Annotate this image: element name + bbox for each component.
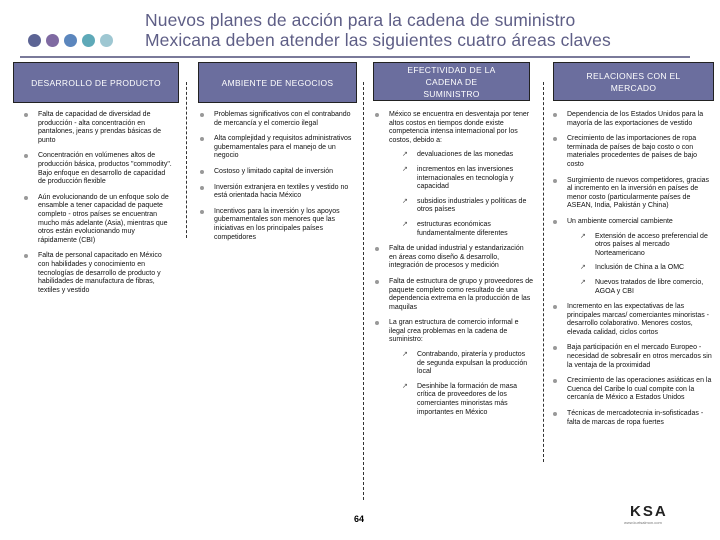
bullet-text: Falta de capacidad de diversidad de producción - alta concentración en pantalones, jeans y prendas básicas de punto (38, 111, 161, 144)
bullet-item (200, 111, 355, 128)
bullet-icon (200, 137, 204, 141)
sub-item (389, 151, 533, 160)
dot-icon (28, 34, 41, 47)
sub-item (389, 351, 533, 377)
bullet-item (24, 194, 174, 246)
dot-icon (100, 34, 113, 47)
bullet-item (553, 377, 713, 403)
column-divider (543, 82, 544, 462)
bullet-text: Crecimiento de las importaciones de ropa terminada de países de bajo costo o con materiales procedentes de países de bajo costo (567, 135, 697, 168)
sub-item-text: Inclusión de China a la OMC (595, 264, 685, 272)
bullet-text: Falta de estructura de grupo y proveedores de paquete completo como resultado de una dependencia extrema en la producción de las maquilas (389, 277, 533, 311)
bullet-item (375, 278, 533, 312)
bullet-text: Falta de unidad industrial y estandarización en áreas como diseño & desarrollo, integración de procesos y medición (389, 245, 524, 270)
bullet-text: México se encuentra en desventaja por tener altos costos en tiempos donde existe competencia intensa internacional por los costos, debido a: (389, 111, 530, 144)
sub-item (389, 198, 533, 215)
bullet-item (375, 111, 533, 238)
bullet-icon (24, 254, 28, 258)
bullet-item (24, 252, 174, 295)
column-relaciones (553, 111, 713, 434)
column-desarrollo (24, 111, 174, 302)
bullet-icon (553, 412, 557, 416)
bullet-icon (24, 196, 28, 200)
column-efectividad (375, 111, 533, 424)
bullet-item (553, 303, 713, 337)
arrow-icon: ↗ (580, 264, 586, 272)
bullet-item (24, 152, 174, 186)
bullet-text: Incentivos para la inversión y los apoyos gubernamentales son menores que las iniciativas en los principales países competidores (214, 207, 340, 241)
bullet-text: Surgimiento de nuevos competidores, gracias al incremento en la inversión en países de menor costo (particularmente países de ASEAN, India, Pakistán y China) (567, 176, 710, 210)
bullet-item (553, 218, 713, 296)
title-divider (20, 56, 690, 58)
bullet-text: Dependencia de los Estados Unidos para la mayoría de las exportaciones de vestido (567, 111, 704, 127)
decorative-dots (28, 34, 113, 47)
bullet-icon (24, 154, 28, 158)
bullet-icon (375, 280, 379, 284)
arrow-icon: ↗ (580, 278, 586, 286)
header-relaciones (553, 62, 714, 101)
bullet-item (200, 135, 355, 161)
sub-item (389, 166, 533, 192)
bullet-item (375, 319, 533, 417)
bullet-item (200, 168, 355, 177)
header-label: EFECTIVIDAD DE LA CADENA DE SUMINISTRO (407, 64, 496, 99)
sub-item (389, 221, 533, 238)
sub-item-text: Contrabando, piratería y productos de segunda expulsan la producción local (417, 351, 528, 376)
bullet-text: La gran estructura de comercio informal e ilegal crea problemas en la cadena de suministro: (389, 319, 519, 344)
bullet-text: Falta de personal capacitado en México con habilidades y conocimiento en tecnologías de desarrollo de producto y habilidades de manufactura de fibras, textiles y vestido (38, 252, 162, 294)
header-label: RELACIONES CON EL MERCADO (586, 70, 681, 93)
bullet-icon (200, 113, 204, 117)
bullet-text: Concentración en volúmenes altos de producción básica, productos "commodity". Bajo enfoque en desarrollo de capacidad de producción flexible (38, 152, 172, 186)
arrow-icon: ↗ (402, 382, 408, 390)
bullet-icon (553, 305, 557, 309)
sub-item-text: Extensión de acceso preferencial de otros países al mercado Norteamericano (595, 232, 708, 257)
bullet-text: Técnicas de mercadotecnia in-sofisticadas - falta de marcas de ropa fuertes (567, 410, 704, 426)
bullet-icon (553, 220, 557, 224)
column-divider (186, 82, 187, 238)
sub-item-text: estructuras económicas fundamentalmente diferentes (417, 220, 508, 237)
bullet-icon (24, 113, 28, 117)
header-desarrollo (13, 62, 179, 103)
header-label: DESARROLLO DE PRODUCTO (31, 77, 161, 88)
bullet-icon (553, 346, 557, 350)
arrow-icon: ↗ (402, 220, 408, 228)
bullet-icon (553, 137, 557, 141)
dot-icon (82, 34, 95, 47)
column-ambiente (200, 111, 355, 249)
bullet-icon (200, 186, 204, 190)
bullet-item (200, 208, 355, 242)
arrow-icon: ↗ (402, 165, 408, 173)
sub-item (567, 279, 713, 296)
arrow-icon: ↗ (402, 351, 408, 359)
bullet-icon (375, 113, 379, 117)
bullet-item (553, 177, 713, 211)
page-title (145, 10, 611, 50)
bullet-item (375, 245, 533, 271)
header-label: AMBIENTE DE NEGOCIOS (221, 77, 334, 88)
bullet-text: Costoso y limitado capital de inversión (214, 167, 334, 175)
bullet-item (553, 111, 713, 128)
dot-icon (46, 34, 59, 47)
sub-item (389, 383, 533, 417)
sub-item-text: Desinhibe la formación de masa crítica de proveedores de los comerciantes minoristas más importantes en México (417, 382, 517, 416)
bullet-icon (553, 379, 557, 383)
bullet-icon (200, 210, 204, 214)
sub-item-text: Nuevos tratados de libre comercio, AGOA y CBI (595, 278, 704, 295)
bullet-text: Un ambiente comercial cambiente (567, 217, 673, 225)
arrow-icon: ↗ (580, 232, 586, 240)
bullet-item (553, 344, 713, 370)
bullet-text: Aún evolucionando de un enfoque solo de ensamble a tener capacidad de paquete completo - otros países se encuentran mucho más adelante (Asia), mientras que otros están evolucionando muy rápidamente (CBI) (38, 193, 169, 244)
bullet-text: Inversión extranjera en textiles y vestido no está orientada hacia México (214, 183, 349, 200)
title-line-2: Mexicana deben atender las siguientes cuatro áreas claves (145, 30, 611, 50)
arrow-icon: ↗ (402, 197, 408, 205)
sub-item-text: devaluaciones de las monedas (417, 151, 514, 159)
arrow-icon: ↗ (402, 151, 408, 159)
sub-item-text: incrementos en las inversiones internacionales en tecnología y capacidad (417, 165, 514, 191)
page-number: 64 (354, 514, 365, 524)
title-line-1: Nuevos planes de acción para la cadena de suministro (145, 10, 576, 30)
bullet-text: Alta complejidad y requisitos administrativos gubernamentales para el manejo de un negocio (214, 135, 352, 160)
header-efectividad (373, 62, 530, 101)
bullet-text: Baja participación en el mercado Europeo - necesidad de sobresalir en otros mercados sin la ventaja de la proximidad (567, 344, 712, 369)
bullet-icon (375, 321, 379, 325)
column-divider (363, 82, 364, 500)
bullet-icon (200, 170, 204, 174)
bullet-item (553, 135, 713, 169)
bullet-item (24, 111, 174, 145)
bullet-icon (553, 113, 557, 117)
bullet-item (553, 410, 713, 427)
ksa-url: www.kurtsalmon.com (624, 520, 662, 525)
bullet-icon (375, 247, 379, 251)
bullet-text: Crecimiento de las operaciones asiáticas en la Cuenca del Caribe lo cual compite con la cercanía de México a Estados Unidos (567, 377, 712, 402)
bullet-text: Problemas significativos con el contrabando de mercancía y el comercio ilegal (214, 111, 351, 127)
sub-item (567, 233, 713, 259)
sub-item (567, 264, 713, 273)
ksa-logo: KSA (630, 503, 668, 520)
bullet-text: Incremento en las expectativas de las principales marcas/ comerciantes minoristas - desarrollo colaborativo. Menores costos, elevada calidad, ciclos cortos (567, 303, 709, 336)
sub-item-text: subsidios industriales y políticas de otros países (417, 197, 527, 214)
bullet-item (200, 184, 355, 201)
dot-icon (64, 34, 77, 47)
header-ambiente (198, 62, 357, 103)
bullet-icon (553, 179, 557, 183)
